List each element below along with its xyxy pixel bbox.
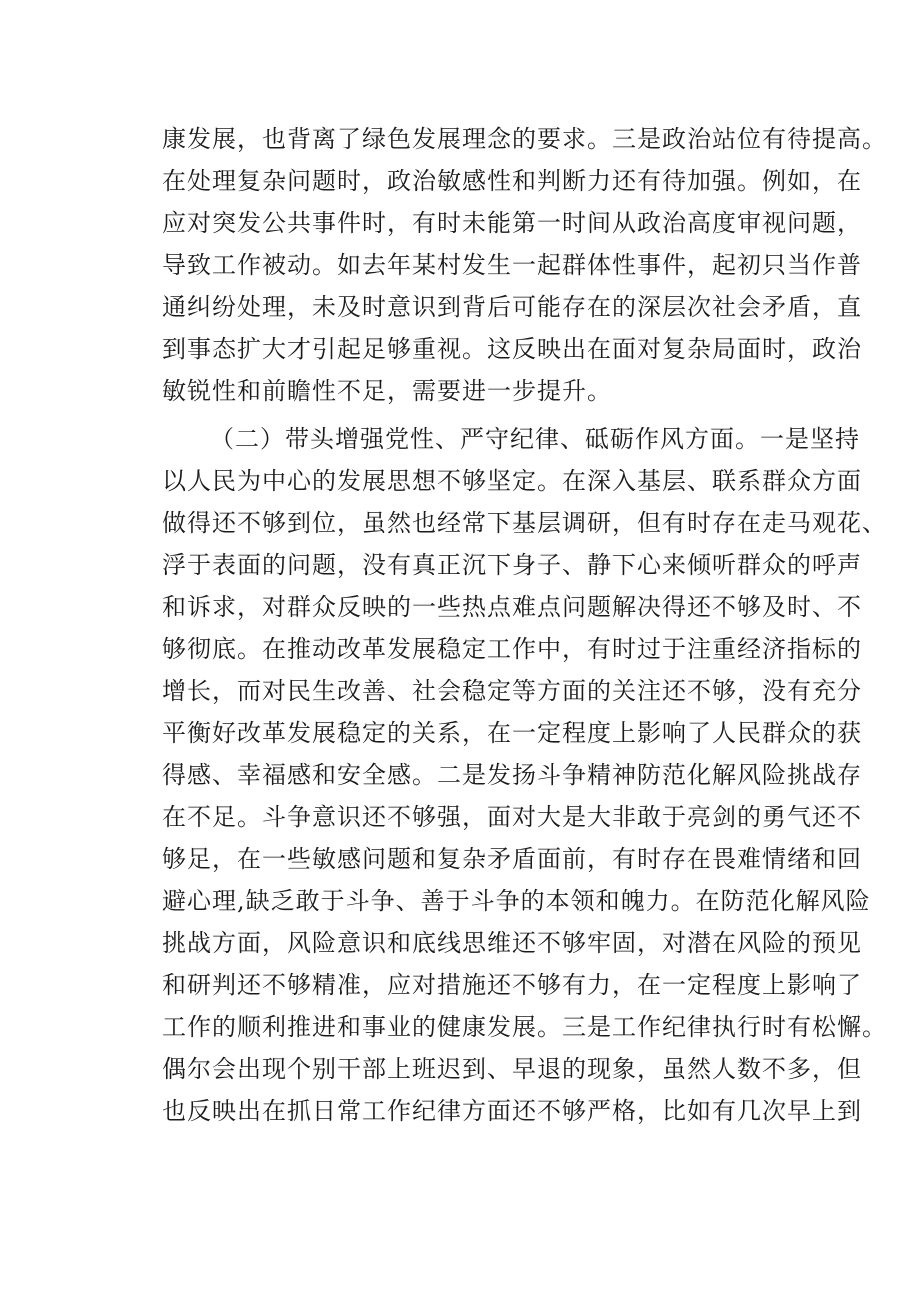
text-line: 够足，在一些敏感问题和复杂矛盾面前，有时存在畏难情绪和回 xyxy=(162,845,862,873)
text-line: 工作的顺利推进和事业的健康发展。三是工作纪律执行时有松懈。 xyxy=(162,1013,887,1041)
text-line: 避心理,缺乏敢于斗争、善于斗争的本领和魄力。在防范化解风险 xyxy=(162,887,871,915)
paragraph-party-discipline xyxy=(162,418,887,1132)
text-line: 增长，而对民生改善、社会稳定等方面的关注还不够，没有充分 xyxy=(162,677,862,705)
text-line: 做得还不够到位，虽然也经常下基层调研，但有时存在走马观花、 xyxy=(162,509,887,537)
section-heading-line: （二）带头增强党性、严守纪律、砥砺作风方面。一是坚持 xyxy=(210,425,860,453)
text-line: 和诉求，对群众反映的一些热点难点问题解决得还不够及时、不 xyxy=(162,593,862,621)
text-line: 浮于表面的问题，没有真正沉下身子、静下心来倾听群众的呼声 xyxy=(162,551,862,579)
text-line: 通纠纷处理，未及时意识到背后可能存在的深层次社会矛盾，直 xyxy=(162,293,862,321)
text-line: 在处理复杂问题时，政治敏感性和判断力还有待加强。例如，在 xyxy=(162,167,862,195)
text-line: 康发展，也背离了绿色发展理念的要求。三是政治站位有待提高。 xyxy=(162,125,887,153)
text-line: 偶尔会出现个别干部上班迟到、早退的现象，虽然人数不多，但 xyxy=(162,1055,862,1083)
document-body xyxy=(162,118,887,1132)
text-line: 以人民为中心的发展思想不够坚定。在深入基层、联系群众方面 xyxy=(162,467,862,495)
text-line: 挑战方面，风险意识和底线思维还不够牢固，对潜在风险的预见 xyxy=(162,929,862,957)
paragraph-political-stance xyxy=(162,118,887,412)
text-line: 够彻底。在推动改革发展稳定工作中，有时过于注重经济指标的 xyxy=(162,635,862,663)
text-line: 平衡好改革发展稳定的关系，在一定程度上影响了人民群众的获 xyxy=(162,719,862,747)
text-line: 得感、幸福感和安全感。二是发扬斗争精神防范化解风险挑战存 xyxy=(162,761,862,789)
text-line: 导致工作被动。如去年某村发生一起群体性事件，起初只当作普 xyxy=(162,251,862,279)
text-line: 到事态扩大才引起足够重视。这反映出在面对复杂局面时，政治 xyxy=(162,335,862,363)
text-line: 也反映出在抓日常工作纪律方面还不够严格，比如有几次早上到 xyxy=(162,1097,862,1125)
text-line: 敏锐性和前瞻性不足，需要进一步提升。 xyxy=(162,377,612,405)
text-line: 和研判还不够精准，应对措施还不够有力，在一定程度上影响了 xyxy=(162,971,862,999)
text-line: 在不足。斗争意识还不够强，面对大是大非敢于亮剑的勇气还不 xyxy=(162,803,862,831)
text-line: 应对突发公共事件时，有时未能第一时间从政治高度审视问题， xyxy=(162,209,862,237)
